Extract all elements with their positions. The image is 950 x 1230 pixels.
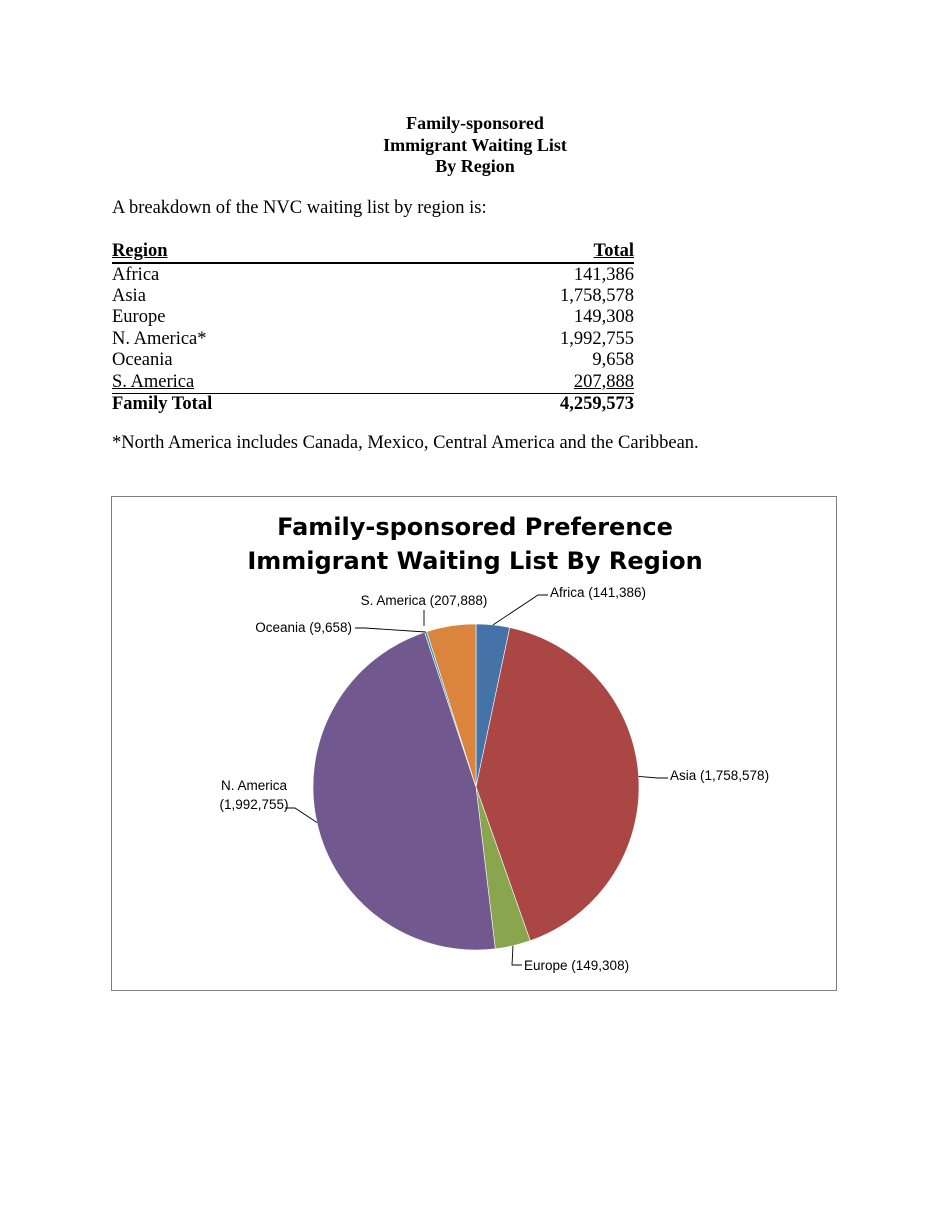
table-row <box>112 263 634 285</box>
table-row <box>112 329 634 350</box>
row-region: Africa <box>112 264 160 285</box>
intro-text: A breakdown of the NVC waiting list by region is: <box>112 198 487 218</box>
row-region: Asia <box>112 285 146 306</box>
data-label-s-america: S. America (207,888) <box>360 593 488 608</box>
row-total: 1,758,578 <box>560 285 634 306</box>
row-total: 1,992,755 <box>560 328 634 349</box>
row-total: 207,888 <box>412 371 634 393</box>
row-region: Europe <box>112 307 166 328</box>
row-region: S. America <box>112 371 412 393</box>
total-label: Family Total <box>112 393 213 414</box>
table-header-row <box>112 241 634 263</box>
table-row <box>112 286 634 307</box>
document-title <box>0 113 950 178</box>
leader-line-europe <box>512 946 522 965</box>
title-line-2: Immigrant Waiting List <box>383 134 567 155</box>
data-label-asia: Asia (1,758,578) <box>670 768 770 783</box>
table-row <box>112 307 634 328</box>
leader-line-oceania <box>355 628 426 632</box>
table-total-row <box>112 393 634 415</box>
pie-chart <box>112 497 838 992</box>
data-label-oceania: Oceania (9,658) <box>255 620 352 635</box>
title-line-1: Family-sponsored <box>406 113 544 133</box>
row-total: 141,386 <box>573 264 634 285</box>
leader-line-asia <box>639 776 668 778</box>
row-region: Oceania <box>112 350 173 371</box>
chart-title-line-2: Immigrant Waiting List By Region <box>247 547 703 575</box>
row-total: 9,658 <box>592 350 634 371</box>
row-total: 149,308 <box>573 307 634 328</box>
header-total: Total <box>593 241 634 262</box>
leader-line-africa <box>493 595 548 625</box>
footnote: *North America includes Canada, Mexico, Central America and the Caribbean. <box>112 433 699 453</box>
row-region: N. America* <box>112 328 207 349</box>
data-label-europe: Europe (149,308) <box>524 958 630 973</box>
header-region: Region <box>112 241 168 262</box>
region-table <box>112 241 634 415</box>
pie-chart-frame <box>111 496 837 991</box>
chart-title-line-1: Family-sponsored Preference <box>277 513 673 541</box>
data-label-n-america: N. America (1,992,755) <box>219 778 289 812</box>
data-label-africa: Africa (141,386) <box>550 585 647 600</box>
leader-line-n-america <box>285 808 317 823</box>
table-row <box>112 350 634 371</box>
table-row <box>112 371 634 393</box>
title-line-3: By Region <box>435 156 515 176</box>
total-value: 4,259,573 <box>560 393 634 414</box>
